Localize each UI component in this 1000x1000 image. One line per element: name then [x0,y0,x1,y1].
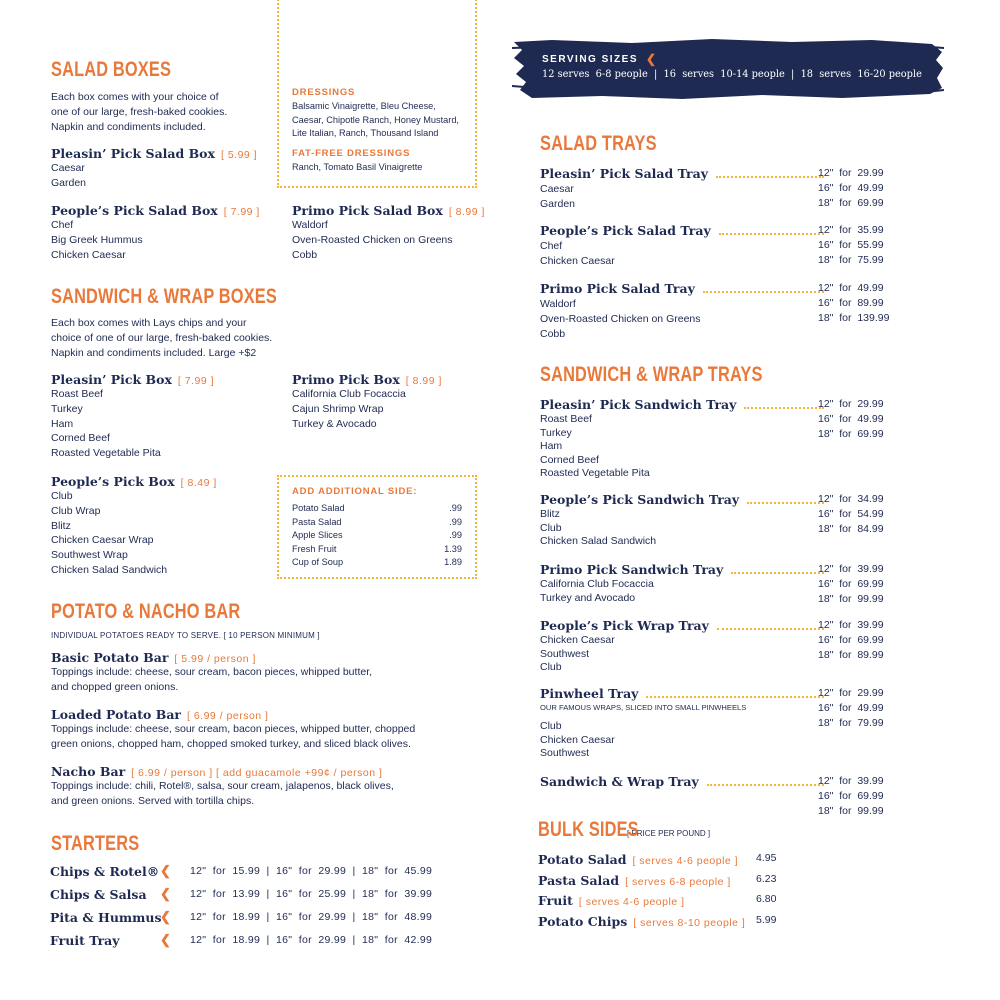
side-name: Apple Slices [292,530,343,541]
item-name: People’s Pick Salad Box [51,203,218,218]
item-line: Chicken Salad Sandwich [540,535,657,548]
tray-sizes [818,223,884,268]
item-line: Oven-Roasted Chicken on Greens [540,312,701,325]
item-line: Oven-Roasted Chicken on Greens [292,233,453,246]
side-name: Cup of Soup [292,557,344,568]
item-line: Toppings include: cheese, sour cream, bacon pieces, whipped butter, chopped [51,723,416,735]
sandwich-trays-title: SANDWICH & WRAP TRAYS [540,363,763,386]
serving-sizes-title: SERVING SIZES [542,53,639,65]
sandwich-boxes-title: SANDWICH & WRAP BOXES [51,285,277,308]
item-line: Cobb [292,248,318,261]
salad-trays-title: SALAD TRAYS [540,132,657,155]
bulk-serves: [ serves 6-8 people ] [625,876,731,888]
item-price: [ 7.99 ] [223,206,260,218]
salad-boxes-title: SALAD BOXES [51,58,172,81]
item-price: [ 5.99 ] [220,149,258,161]
item-line: Club [51,490,73,502]
item-line: Big Greek Hummus [51,233,143,246]
menu-item [51,372,214,461]
tray-note: OUR FAMOUS WRAPS, SLICED INTO SMALL PINWHEELS [540,703,747,712]
item-line: Chicken Caesar Wrap [51,534,154,547]
item-line: Chicken Salad Sandwich [51,563,168,576]
item-line: Chef [540,240,563,252]
dotted-leader [703,291,824,293]
side-row [292,543,462,557]
size-price: 18" for 75.99 [818,254,884,266]
starter-name: Chips & Rotel® [50,863,160,879]
side-name: Fresh Fruit [292,543,337,554]
size-price: 12" for 29.99 [818,687,884,699]
starters-title: STARTERS [51,832,140,855]
menu-item [292,372,442,431]
item-name: Sandwich & Wrap Tray [540,774,699,789]
serving-sizes-panel [542,52,922,80]
starter-row [50,863,432,879]
item-line: Blitz [540,508,560,520]
item-line: green onions, chopped ham, chopped smoked turkey, and sliced black olives. [51,737,411,750]
item-line: Cajun Shrimp Wrap [292,402,384,415]
item-line: Turkey & Avocado [292,417,377,430]
dotted-leader [646,696,824,698]
side-name: Pasta Salad [292,516,342,527]
menu-item [540,166,900,212]
menu-item [540,492,900,549]
item-line: Cobb [540,327,566,340]
item-line: Turkey and Avocado [540,591,636,604]
side-row [292,556,462,570]
tray-sizes [818,166,884,211]
item-name: People’s Pick Salad Tray [540,223,711,238]
menu-item [540,686,900,761]
item-line: and chopped green onions. [51,680,179,693]
side-name: Potato Salad [292,503,345,513]
starter-name: Pita & Hummus [50,909,162,925]
fat-free-text: Ranch, Tomato Basil Vinaigrette [292,161,423,172]
chevron-left-arrow-icon: ❮ [160,863,171,878]
menu-item [540,281,900,341]
item-line: Corned Beef [540,453,599,466]
bulk-name: Fruit [538,893,573,908]
dressings-title: DRESSINGS [292,87,356,98]
dotted-leader [719,233,824,235]
dressings-text: Balsamic Vinaigrette, Bleu Cheese, Caesar, Chipotle Ranch, Honey Mustard, Lite Italian, Ranch, Thousand Island [292,101,459,138]
item-price: [ 6.99 / person ] [ add guacamole +99¢ / person ] [131,767,383,779]
starter-prices: 12" for 18.99 | 16" for 29.99 | 18" for 42.99 [190,934,433,946]
size-price: 12" for 49.99 [818,282,884,294]
item-name: Pleasin’ Pick Sandwich Tray [540,397,737,412]
bulk-serves: [ serves 4-6 people ] [632,855,739,867]
size-price: 18" for 139.99 [818,312,890,324]
potato-bar-title: POTATO & NACHO BAR [51,600,241,623]
item-line: Southwest [540,647,590,660]
bulk-name: Potato Salad [538,852,627,867]
tray-sizes [818,492,884,537]
size-price: 16" for 49.99 [818,413,884,425]
size-price: 18" for 79.99 [818,717,884,729]
item-line: Turkey [51,402,83,415]
starter-prices: 12" for 13.99 | 16" for 25.99 | 18" for 39.99 [190,888,433,900]
bulk-serves: [ serves 8-10 people ] [633,917,746,929]
menu-item [540,562,900,605]
item-line: Chicken Caesar [540,254,615,267]
item-name: Primo Pick Salad Tray [540,281,695,296]
menu-item [540,618,900,675]
bulk-serves: [ serves 4-6 people ] [578,896,685,908]
item-name: Pleasin’ Pick Box [51,372,172,387]
item-price: [ 8.99 ] [405,375,442,387]
item-line: Garden [540,197,576,210]
size-price: 12" for 29.99 [818,398,884,410]
tray-sizes [818,686,884,731]
item-line: Chicken Caesar [51,248,126,261]
item-line: Caesar [540,183,574,195]
size-price: 18" for 99.99 [818,593,884,605]
menu-item [51,474,217,578]
item-name: Primo Pick Sandwich Tray [540,562,724,577]
side-price: .99 [449,503,462,513]
bulk-sides-header [538,818,710,842]
item-price: [ 8.49 ] [180,477,217,489]
side-row [292,529,462,543]
dotted-leader [707,784,824,786]
item-line: Toppings include: cheese, sour cream, bacon pieces, whipped butter, [51,666,373,678]
item-line: Ham [540,440,563,453]
menu-item [540,397,900,481]
item-line: Ham [51,417,74,430]
dressings-panel [292,87,474,174]
side-price: .99 [449,530,462,541]
starter-row [50,886,432,902]
item-name: Primo Pick Salad Box [292,203,443,218]
item-name: Pinwheel Tray [540,686,639,701]
tray-sizes [818,562,884,607]
item-line: Roasted Vegetable Pita [51,447,161,460]
item-line: Club [540,661,562,674]
bulk-price: 6.23 [756,873,777,885]
side-price: 1.39 [444,543,462,554]
item-line: Southwest [540,747,590,760]
bulk-name: Potato Chips [538,914,628,929]
tray-sizes [818,618,884,663]
bulk-sides-subtitle: [ PRICE PER POUND ] [627,829,711,838]
item-name: Pleasin’ Pick Salad Tray [540,166,708,181]
dotted-leader [716,176,824,178]
item-line: Toppings include: chili, Rotel®, salsa, sour cream, jalapenos, black olives, [51,780,394,792]
item-price: [ 7.99 ] [177,375,215,387]
size-price: 16" for 49.99 [818,702,884,714]
size-price: 18" for 89.99 [818,649,884,661]
sandwich-boxes-intro: Each box comes with Lays chips and your choice of one of our large, fresh-baked cookies. Napkin and condiments included. Large +$2 [51,317,273,359]
additional-side-title: ADD ADDITIONAL SIDE: [292,486,418,497]
item-line: Chef [51,219,74,231]
dotted-leader [747,502,824,504]
item-line: Club Wrap [51,504,101,517]
tray-sizes [818,397,884,442]
item-line: Turkey [540,426,572,439]
item-line: Waldorf [540,298,576,310]
item-line: Blitz [51,519,71,532]
size-price: 18" for 99.99 [818,805,884,817]
item-line: California Club Focaccia [540,578,654,590]
size-price: 16" for 49.99 [818,182,884,194]
menu-item [51,707,415,752]
starter-row [50,909,432,925]
menu-item [51,203,260,262]
starter-name: Fruit Tray [50,932,120,948]
size-price: 16" for 54.99 [818,508,884,520]
menu-item [51,764,394,809]
item-name: Loaded Potato Bar [51,707,181,722]
menu-item [51,146,257,191]
item-price: [ 5.99 / person ] [174,653,256,665]
bulk-row [538,873,777,888]
item-name: People’s Pick Wrap Tray [540,618,709,633]
item-price: [ 6.99 / person ] [187,710,269,722]
item-line: Roasted Vegetable Pita [540,467,650,480]
item-name: Nacho Bar [51,764,126,779]
item-name: People’s Pick Sandwich Tray [540,492,740,507]
bulk-row [538,893,777,908]
size-price: 12" for 39.99 [818,619,884,631]
size-price: 16" for 69.99 [818,578,884,590]
size-price: 12" for 35.99 [818,224,884,236]
bulk-sides-title: BULK SIDES [538,818,639,841]
menu-item [51,650,372,695]
item-line: Caesar [51,162,85,174]
tray-sizes [818,281,889,326]
fat-free-title: FAT-FREE DRESSINGS [292,147,411,159]
bulk-price: 6.80 [756,893,777,905]
side-price: .99 [449,516,462,527]
side-row [292,502,462,516]
size-price: 16" for 69.99 [818,790,884,802]
item-name: Basic Potato Bar [51,650,169,665]
dotted-leader [731,572,824,574]
size-price: 16" for 69.99 [818,634,884,646]
chevron-left-arrow-icon: ❮ [160,932,171,947]
salad-boxes-intro: Each box comes with your choice of one of our large, fresh-baked cookies. Napkin and condiments included. [51,91,228,133]
chevron-left-arrow-icon: ❮ [160,886,171,901]
dotted-leader [717,628,824,630]
menu-item [540,223,900,269]
item-price: [ 8.99 ] [448,206,485,218]
item-name: Pleasin’ Pick Salad Box [51,146,215,161]
size-price: 12" for 34.99 [818,493,884,505]
tray-sizes [818,774,884,819]
dotted-leader [744,407,824,409]
item-name: Primo Pick Box [292,372,400,387]
starter-name: Chips & Salsa [50,886,147,902]
item-line: Roast Beef [51,388,103,400]
bulk-row [538,852,777,867]
size-price: 16" for 89.99 [818,297,884,309]
item-line: Waldorf [292,219,328,231]
item-line: Southwest Wrap [51,549,128,562]
item-line: Club [540,720,562,732]
bulk-price: 4.95 [756,852,777,864]
side-price: 1.89 [444,557,462,568]
item-line: Corned Beef [51,432,110,445]
size-price: 12" for 39.99 [818,775,884,787]
starter-prices: 12" for 15.99 | 16" for 29.99 | 18" for 45.99 [190,865,433,877]
bulk-name: Pasta Salad [538,873,620,888]
starter-row [50,932,432,948]
size-price: 16" for 55.99 [818,239,884,251]
item-line: and green onions. Served with tortilla chips. [51,794,255,807]
side-row [292,516,462,530]
starter-prices: 12" for 18.99 | 16" for 29.99 | 18" for 48.99 [190,911,433,923]
item-line: Chicken Caesar [540,733,615,746]
serving-sizes-text: 12 serves 6-8 people | 16 serves 10-14 people | 18 serves 16-20 people [542,69,922,80]
item-line: California Club Focaccia [292,388,406,400]
menu-item [292,203,485,262]
item-name: People’s Pick Box [51,474,175,489]
menu-item [540,774,900,817]
size-price: 18" for 84.99 [818,523,884,535]
item-line: Roast Beef [540,413,592,425]
chevron-left-arrow-icon: ❮ [646,52,657,66]
chevron-left-arrow-icon: ❮ [160,909,171,924]
item-line: Chicken Caesar [540,634,615,646]
item-line: Garden [51,176,87,189]
item-line: Club [540,521,562,534]
size-price: 18" for 69.99 [818,197,884,209]
bulk-price: 5.99 [756,914,777,926]
size-price: 12" for 39.99 [818,563,884,575]
size-price: 12" for 29.99 [818,167,884,179]
bulk-row [538,914,777,929]
potato-bar-subtitle: INDIVIDUAL POTATOES READY TO SERVE. [ 10 PERSON MINIMUM ] [51,631,320,640]
additional-side-panel [292,486,462,570]
size-price: 18" for 69.99 [818,428,884,440]
